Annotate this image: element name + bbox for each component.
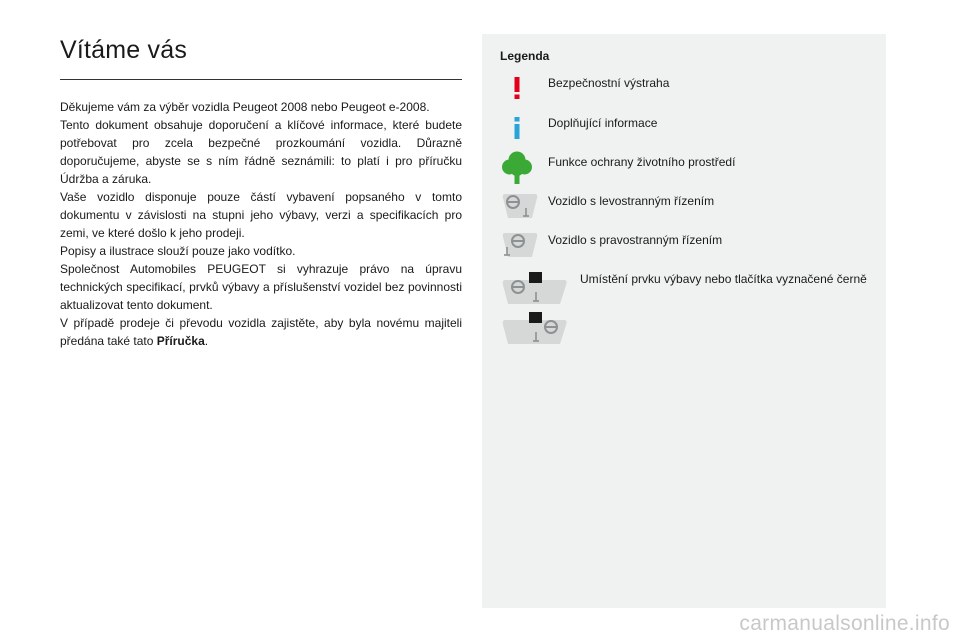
intro-text <box>60 98 462 350</box>
paragraph: Popisy a ilustrace slouží pouze jako vodítko. <box>60 244 296 258</box>
main-column <box>60 36 462 350</box>
equipment-location-rhd-icon <box>502 312 568 344</box>
legend-item-label: Vozidlo s pravostranným řízením <box>548 233 723 247</box>
paragraph: Společnost Automobiles PEUGEOT si vyhrazuje právo na úpravu technických specifikací, prvků výbavy a příslušenství vozidel bez povinnosti aktualizovat tento dokument. <box>60 262 462 312</box>
paragraph: Děkujeme vám za výběr vozidla Peugeot 2008 nebo Peugeot e-2008. <box>60 100 430 114</box>
paragraph: Tento dokument obsahuje doporučení a klíčové informace, které budete potřebovat pro zcela bezpečné prozkoumání vozidla. Důrazně doporučujeme, abyste se s ním řádně seznámili: to platí i pro příručku Údržba a záruka. <box>60 118 462 186</box>
legend-title: Legenda <box>500 49 550 63</box>
right-hand-drive-icon <box>502 233 538 257</box>
left-hand-drive-icon <box>502 194 538 218</box>
info-icon <box>511 116 523 140</box>
exclamation-icon <box>511 76 523 100</box>
watermark: carmanualsonline.info <box>739 612 950 635</box>
paragraph: Vaše vozidlo disponuje pouze částí vybavení popsaného v tomto dokumentu v závislosti na stupni jeho výbavy, verzi a specifikacích pro zemi, ve které došlo k jeho prodeji. <box>60 190 462 240</box>
paragraph-text: V případě prodeje či převodu vozidla zajistěte, aby byla novému majiteli předána také tato <box>60 316 462 348</box>
legend-item-label: Doplňující informace <box>548 116 658 130</box>
tree-icon <box>502 151 532 185</box>
manual-title: Příručka <box>156 334 205 348</box>
paragraph <box>60 314 462 350</box>
legend-item-label: Vozidlo s levostranným řízením <box>548 194 715 208</box>
title-divider <box>60 79 462 80</box>
legend-item-label: Funkce ochrany životního prostředí <box>548 155 736 169</box>
equipment-location-icon <box>502 272 568 304</box>
page-title: Vítáme vás <box>60 36 188 64</box>
legend-item-label: Bezpečnostní výstraha <box>548 76 670 90</box>
legend-panel <box>482 34 886 608</box>
legend-item-label: Umístění prvku výbavy nebo tlačítka vyznačené černě <box>580 272 867 286</box>
paragraph-text-end: . <box>204 334 209 348</box>
